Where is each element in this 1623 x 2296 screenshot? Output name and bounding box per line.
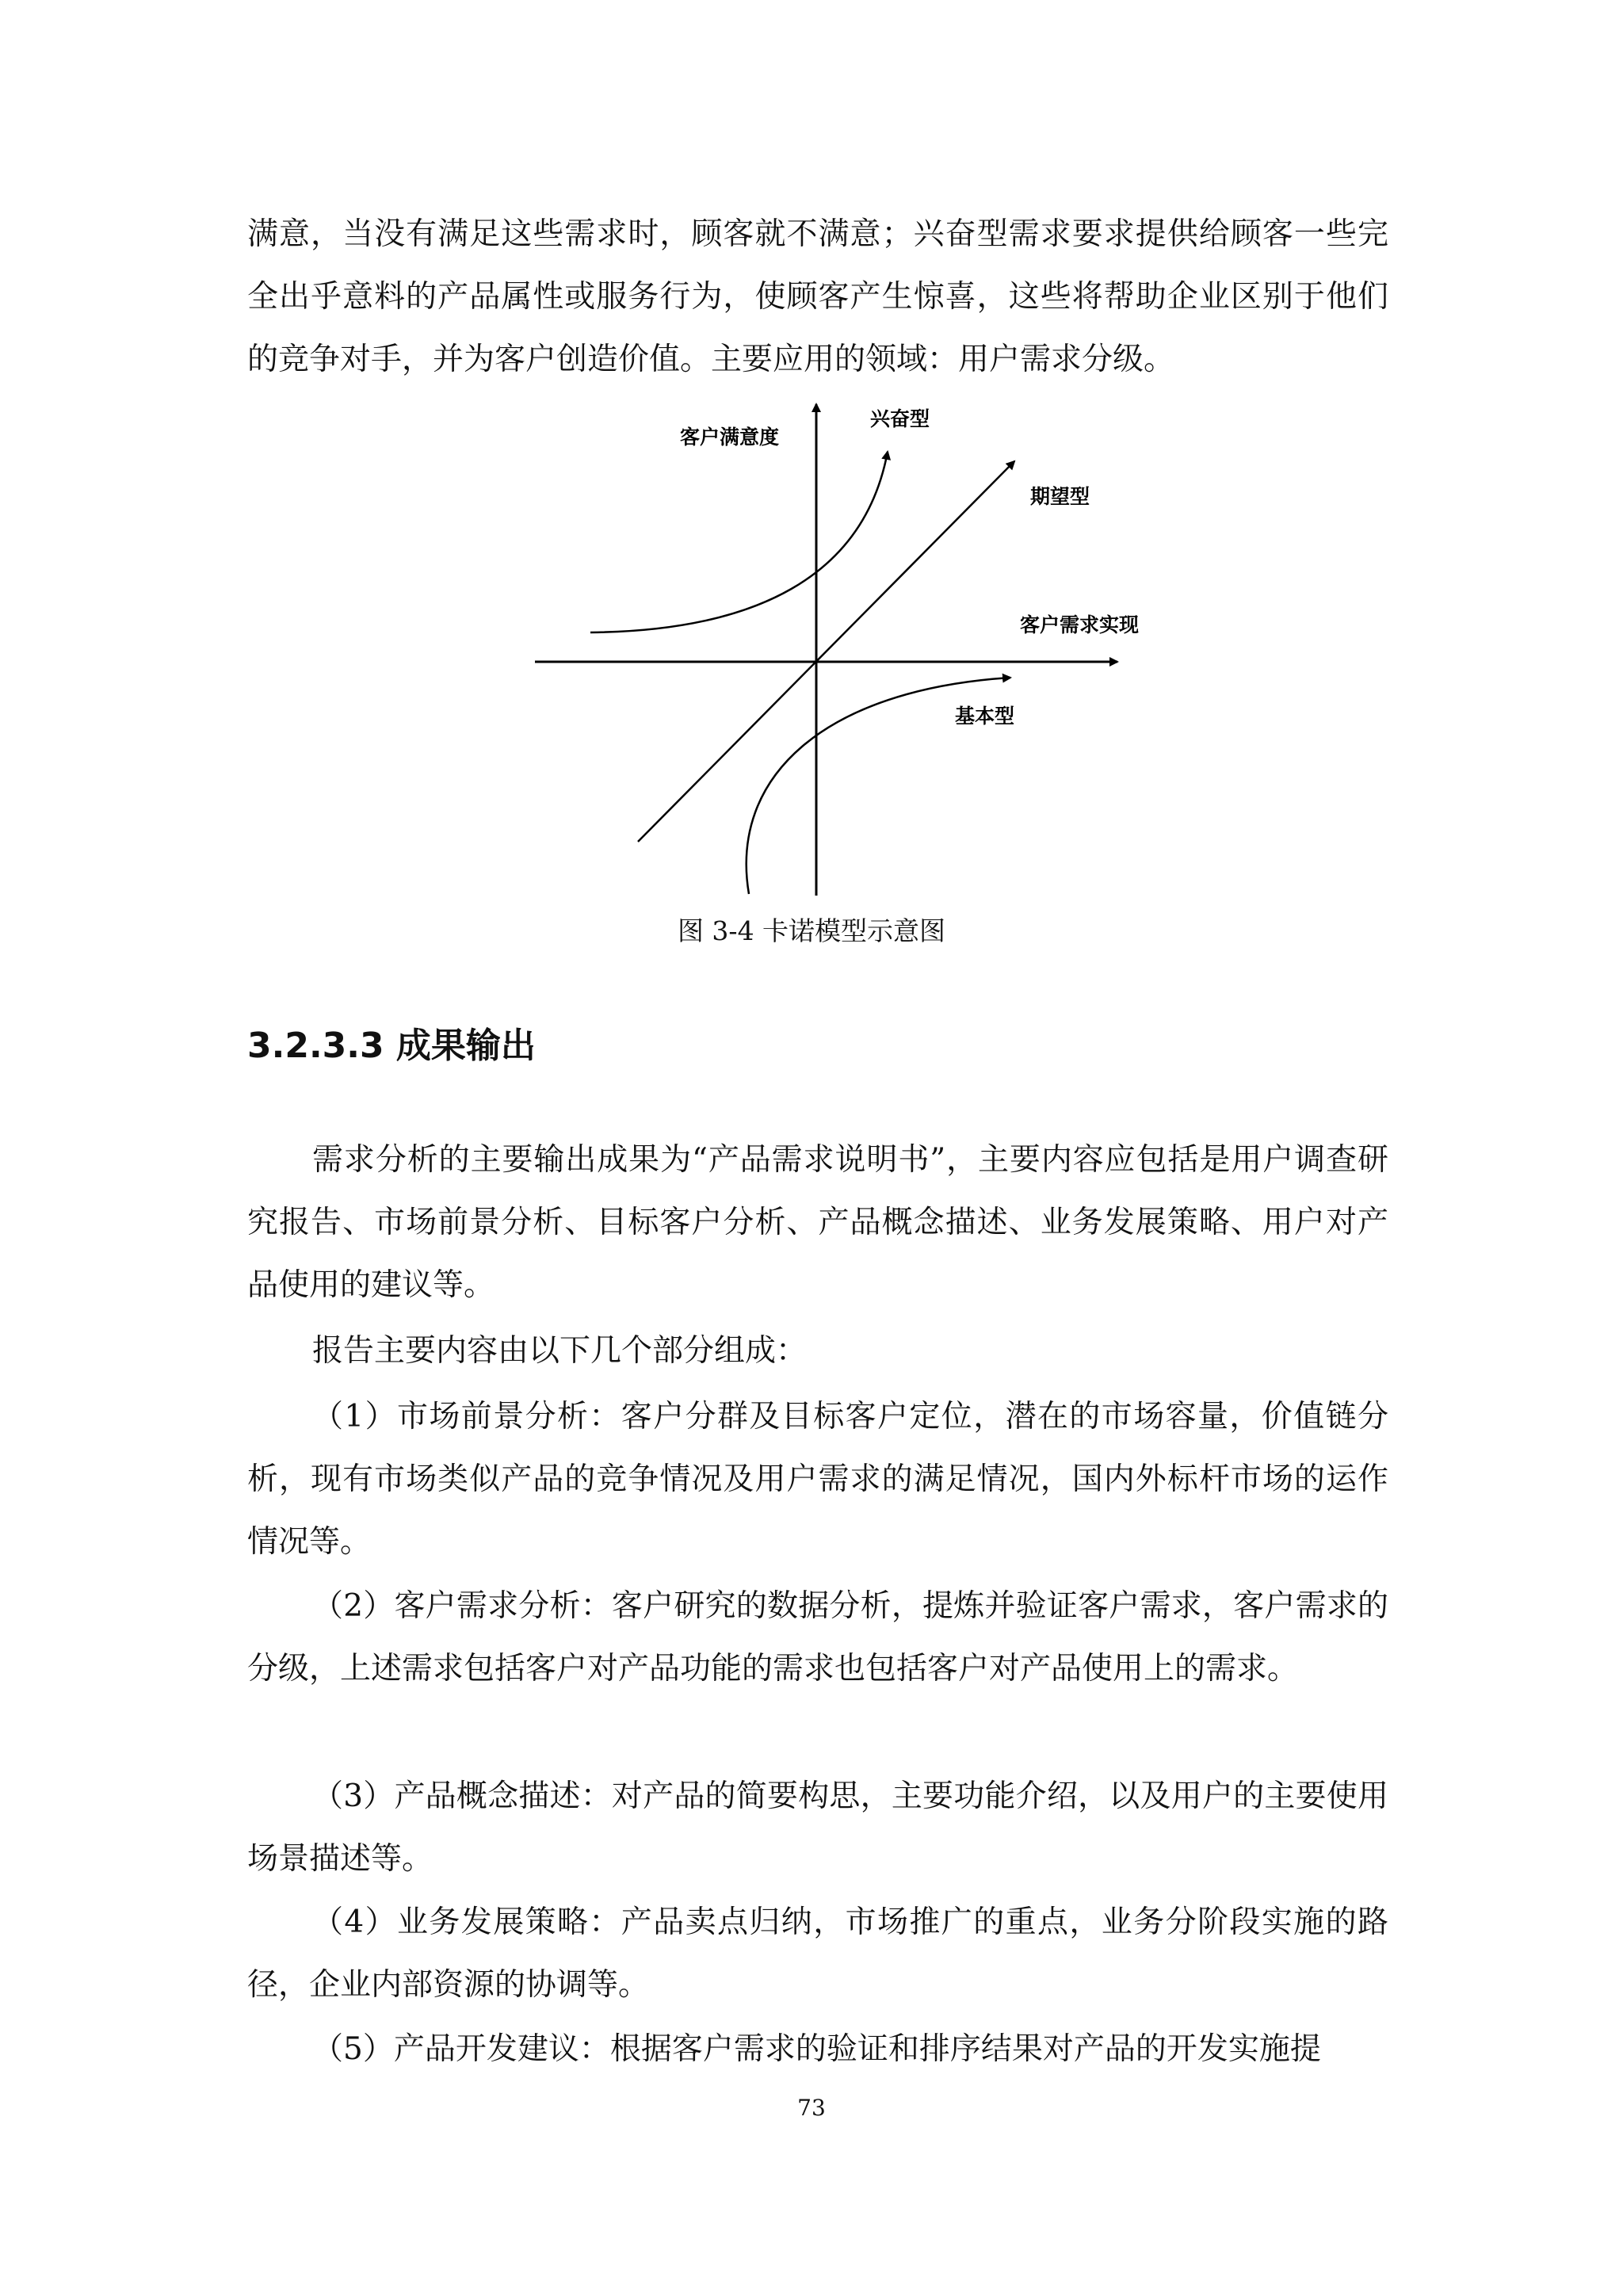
section-heading: 3.2.3.3 成果输出 [247,1026,536,1066]
basic-label: 基本型 [955,705,1015,728]
excitement-curve [590,452,888,632]
page-number: 73 [797,2095,826,2121]
paragraph-product-concept: （3）产品概念描述：对产品的简要构思，主要功能介绍，以及用户的主要使用场景描述等。 [247,1778,1388,1877]
paragraph-output-summary: 需求分析的主要输出成果为“产品需求说明书”，主要内容应包括是用户调查研究报告、市场前景分析、目标客户分析、产品概念描述、业务发展策略、用户对产品使用的建议等。 [247,1142,1388,1303]
paragraph-customer-needs: （2）客户需求分析：客户研究的数据分析，提炼并验证客户需求，客户需求的分级，上述需求包括客户对产品功能的需求也包括客户对产品使用上的需求。 [247,1588,1388,1687]
paragraph-business-strategy: （4）业务发展策略：产品卖点归纳，市场推广的重点，业务分阶段实施的路径，企业内部资源的协调等。 [247,1904,1388,2003]
x-axis-label: 客户需求实现 [1020,613,1140,636]
figure-caption: 图 3-4 卡诺模型示意图 [677,915,946,946]
paragraph-report-intro: 报告主要内容由以下几个部分组成： [312,1333,808,1369]
excitement-label: 兴奋型 [870,407,930,430]
paragraph-market-analysis: （1）市场前景分析：客户分群及目标客户定位，潜在的市场容量，价值链分析，现有市场类似产品的竞争情况及用户需求的满足情况，国内外标杆市场的运作情况等。 [247,1399,1388,1560]
performance-line [638,461,1014,842]
paragraph-intro: 满意，当没有满足这些需求时，顾客就不满意；兴奋型需求要求提供给顾客一些完全出乎意料的产品属性或服务行为，使顾客产生惊喜，这些将帮助企业区别于他们的竞争对手，并为客户创造价值。主要应用的领域：用户需求分级。 [247,216,1388,377]
paragraph-dev-suggestion: （5）产品开发建议：根据客户需求的验证和排序结果对产品的开发实施提 [312,2031,1321,2067]
kano-model-figure [515,396,1197,904]
performance-label: 期望型 [1030,485,1090,508]
y-axis-label: 客户满意度 [680,426,780,449]
